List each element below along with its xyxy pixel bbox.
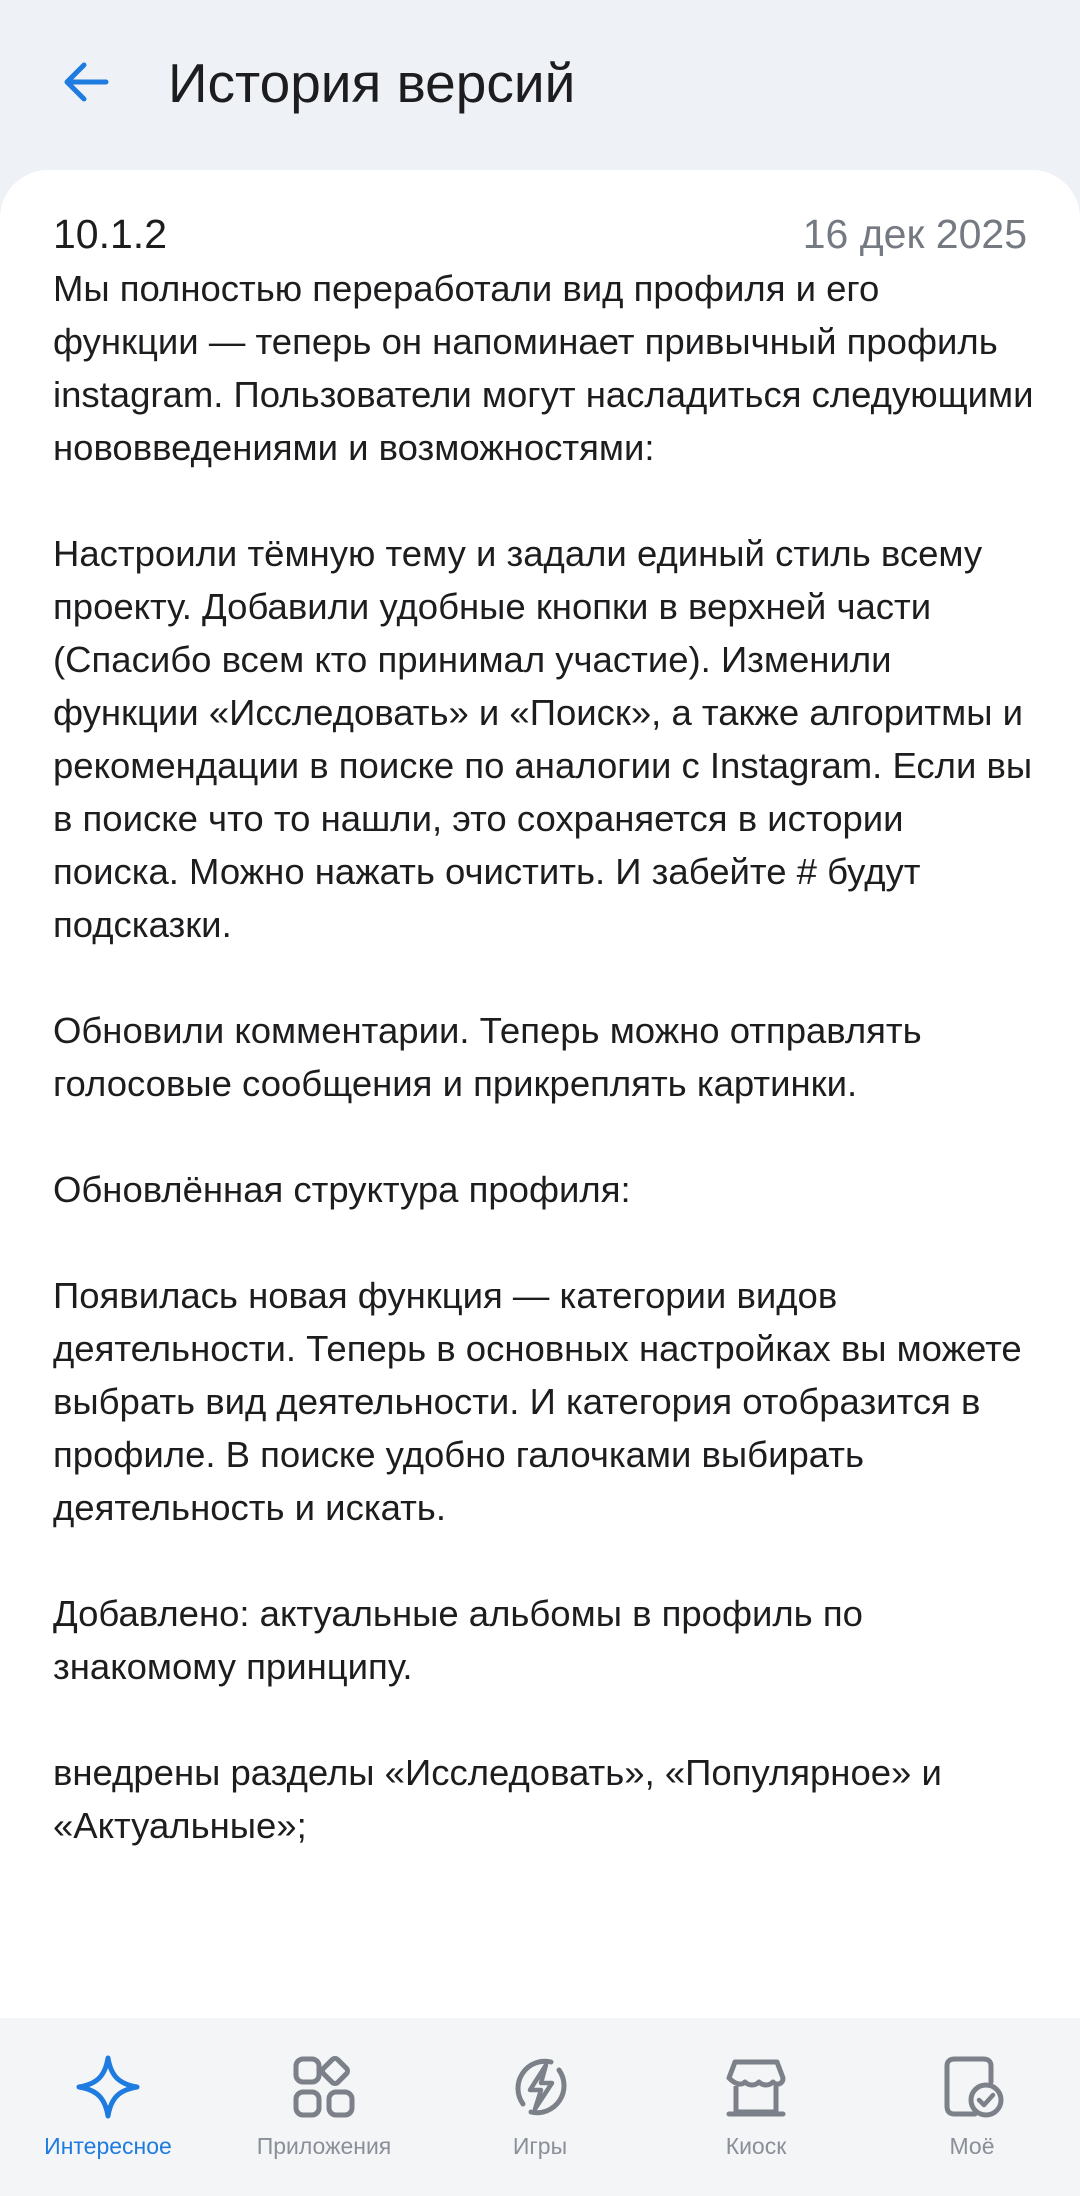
release-note-paragraph: внедрены разделы «Исследовать», «Популярное» и «Актуальные»; bbox=[53, 1752, 942, 1846]
kiosk-store-icon bbox=[721, 2052, 791, 2122]
back-button[interactable] bbox=[50, 46, 122, 118]
release-note-paragraph: Обновлённая структура профиля: bbox=[53, 1169, 631, 1210]
release-header bbox=[53, 208, 1027, 260]
apps-grid-icon bbox=[289, 2052, 359, 2122]
nav-item-games[interactable] bbox=[432, 2018, 648, 2196]
nav-item-apps[interactable] bbox=[216, 2018, 432, 2196]
version-number: 10.1.2 bbox=[53, 211, 167, 257]
my-apps-check-icon bbox=[937, 2052, 1007, 2122]
bottom-navigation bbox=[0, 2018, 1080, 2196]
nav-label: Интересное bbox=[44, 2133, 172, 2159]
release-note-paragraph: Мы полностью переработали вид профиля и его функции — теперь он напоминает привычный профиль instagram. Пользователи могут насладиться следующими нововведениями и возможностями: bbox=[53, 268, 1034, 468]
nav-item-mine[interactable] bbox=[864, 2018, 1080, 2196]
nav-item-kiosk[interactable] bbox=[648, 2018, 864, 2196]
nav-label: Приложения bbox=[256, 2133, 392, 2159]
nav-label: Моё bbox=[949, 2133, 995, 2159]
version-history-card bbox=[0, 170, 1080, 2020]
release-note-paragraph: Добавлено: актуальные альбомы в профиль по знакомому принципу. bbox=[53, 1593, 863, 1687]
nav-item-interesting[interactable] bbox=[0, 2018, 216, 2196]
sparkle-star-icon bbox=[73, 2052, 143, 2122]
arrow-left-icon bbox=[60, 56, 112, 108]
nav-label: Игры bbox=[512, 2133, 568, 2159]
games-lightning-icon bbox=[505, 2052, 575, 2122]
release-note-paragraph: Обновили комментарии. Теперь можно отправлять голосовые сообщения и прикреплять картинки. bbox=[53, 1010, 922, 1104]
page-title: История версий bbox=[168, 52, 576, 114]
nav-label: Киоск bbox=[725, 2133, 787, 2159]
release-date: 16 дек 2025 bbox=[802, 211, 1027, 257]
top-app-bar bbox=[0, 0, 1080, 170]
release-note-paragraph: Появилась новая функция — категории видов деятельности. Теперь в основных настройках вы можете выбрать вид деятельности. И категория отобразится в профиле. В поиске удобно галочками выбирать деятельность и искать. bbox=[53, 1275, 1022, 1528]
release-note-paragraph: Настроили тёмную тему и задали единый стиль всему проекту. Добавили удобные кнопки в верхней части (Спасибо всем кто принимал участие). Изменили функции «Исследовать» и «Поиск», а также алгоритмы и рекомендации в поиске по аналогии с Instagram. Если вы в поиске что то нашли, это сохраняется в истории поиска. Можно нажать очистить. И забейте # будут подсказки. bbox=[53, 533, 1033, 945]
release-notes bbox=[53, 262, 1034, 1905]
